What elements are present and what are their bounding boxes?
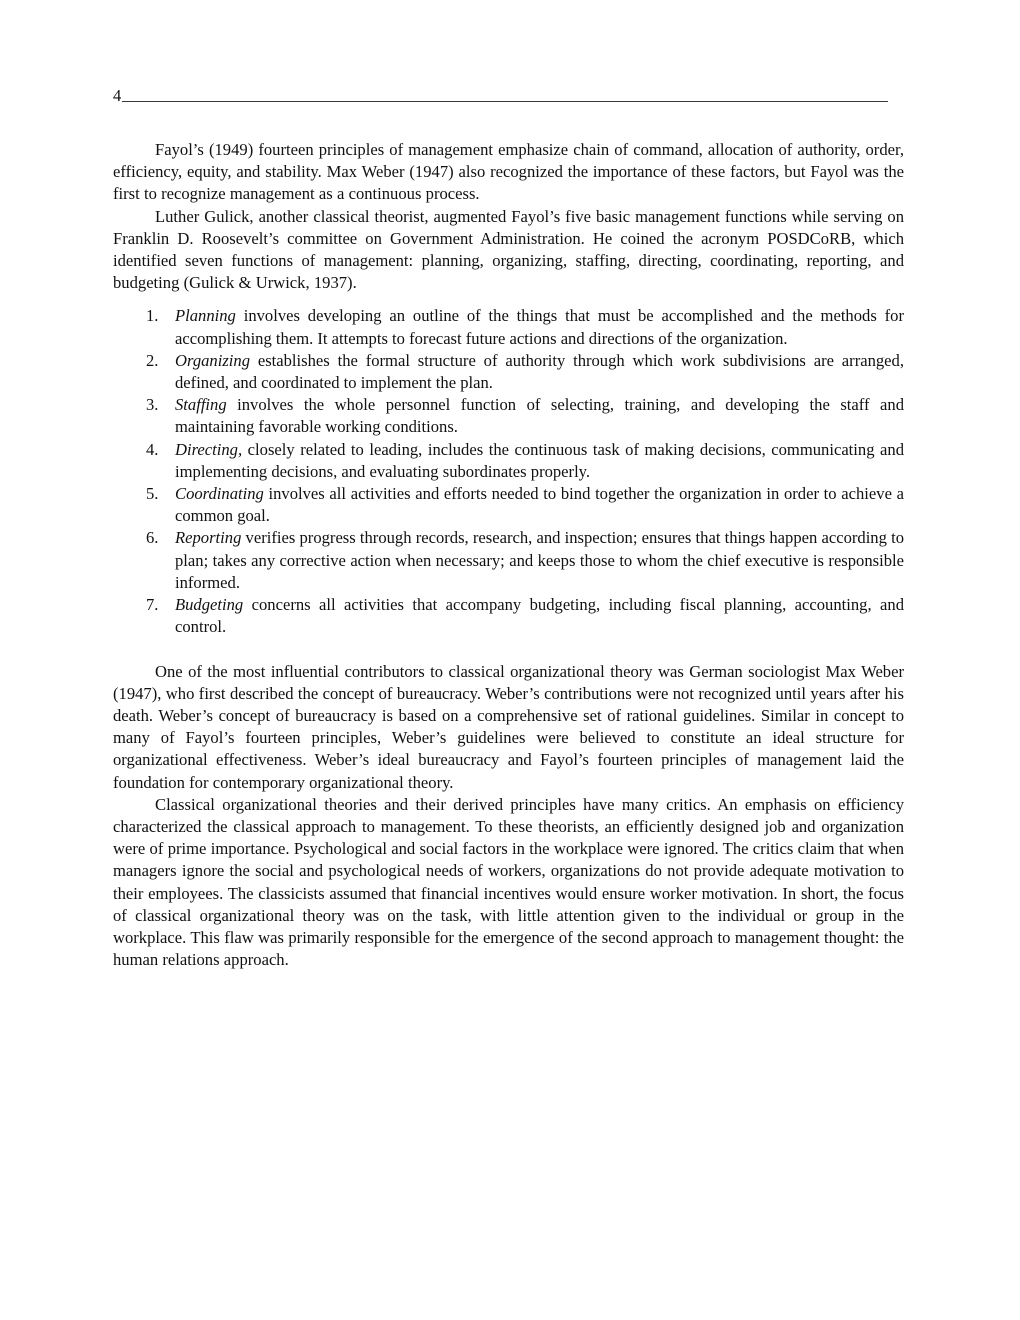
- list-item-lead-term: Coordinating: [175, 484, 264, 504]
- management-functions-list: [113, 305, 904, 638]
- list-marker: 2.: [146, 350, 159, 370]
- list-item-lead-term: Staffing: [175, 395, 227, 415]
- list-item-text: involves all activities and efforts needed to bind together the organization in order to achieve a common goal.: [175, 484, 904, 526]
- list-bottom-spacer: [113, 638, 904, 660]
- list-item: [113, 527, 904, 594]
- list-item-lead-term: Planning: [175, 306, 236, 326]
- list-item: [113, 483, 904, 527]
- list-marker: 5.: [146, 484, 159, 504]
- list-item-lead-term: Reporting: [175, 528, 242, 548]
- list-item-text: concerns all activities that accompany budgeting, including fiscal planning, accounting, and control.: [175, 595, 904, 637]
- list-item-lead-term: Directing,: [175, 439, 243, 459]
- list-marker: 4.: [146, 439, 159, 459]
- list-item-text: establishes the formal structure of authority through which work subdivisions are arranged, defined, and coordinated to implement the plan.: [175, 350, 904, 393]
- page-header: [113, 78, 888, 104]
- list-item: [113, 394, 904, 438]
- list-item-text: involves developing an outline of the things that must be accomplished and the methods for accomplishing them. It attempts to forecast future actions and directions of the organization.: [175, 306, 904, 348]
- list-item-lead-term: Organizing: [175, 350, 250, 370]
- list-marker: 6.: [146, 528, 159, 548]
- list-item-text: closely related to leading, includes the continuous task of making decisions, communicating and implementing decisions, and evaluating subordinates properly.: [175, 439, 904, 481]
- paragraph-fayol-principles: Fayol’s (1949) fourteen principles of management emphasize chain of command, allocation of authority, order, efficiency, equity, and stability. Max Weber (1947) also recognized the importance of these factors, but Fayol was the first to recognize management as a continuous process.: [113, 140, 904, 204]
- list-item-text: involves the whole personnel function of selecting, training, and developing the staff and maintaining favorable working conditions.: [175, 395, 904, 437]
- list-marker: 1.: [146, 306, 159, 326]
- document-body: [113, 139, 904, 972]
- header-rule: [122, 101, 888, 102]
- list-item-text: verifies progress through records, research, and inspection; ensures that things happen according to plan; takes any corrective action when necessary; and keeps those to whom the chief executive is responsible informed.: [175, 528, 904, 592]
- list-item: [113, 594, 904, 638]
- paragraph-weber-bureaucracy: One of the most influential contributors to classical organizational theory was German sociologist Max Weber (1947), who first described the concept of bureaucracy. Weber’s contributions were not recognized until years after his death. Weber’s concept of bureaucracy is based on a comprehensive set of rational guidelines. Similar in concept to many of Fayol’s fourteen principles, Weber’s guidelines were believed to constitute an ideal structure for organizational effectiveness. Weber’s ideal bureaucracy and Fayol’s fourteen principles of management laid the foundation for contemporary organizational theory.: [113, 661, 904, 792]
- list-item: [113, 305, 904, 349]
- list-marker: 7.: [146, 595, 159, 615]
- list-top-spacer: [113, 294, 904, 305]
- page-number: 4: [113, 86, 122, 105]
- list-item: [113, 439, 904, 483]
- paragraph-gulick-posdcorb: Luther Gulick, another classical theorist, augmented Fayol’s five basic management functions while serving on Franklin D. Roosevelt’s committee on Government Administration. He coined the acronym POSDCoRB, which identified seven functions of management: planning, organizing, staffing, directing, coordinating, reporting, and budgeting (Gulick & Urwick, 1937).: [113, 206, 904, 293]
- list-marker: 3.: [146, 395, 159, 415]
- paragraph-classical-critics: Classical organizational theories and their derived principles have many critics. An emphasis on efficiency characterized the classical approach to management. To these theorists, an efficiently designed job and organization were of prime importance. Psychological and social factors in the workplace were ignored. The critics claim that when managers ignore the social and psychological needs of workers, organizations do not provide adequate motivation to their employees. The classicists assumed that financial incentives would ensure worker motivation. In short, the focus of classical organizational theory was on the task, with little attention given to the individual or group in the workplace. This flaw was primarily responsible for the emergence of the second approach to management thought: the human relations approach.: [113, 794, 904, 970]
- list-item: [113, 350, 904, 394]
- list-item-lead-term: Budgeting: [175, 595, 244, 615]
